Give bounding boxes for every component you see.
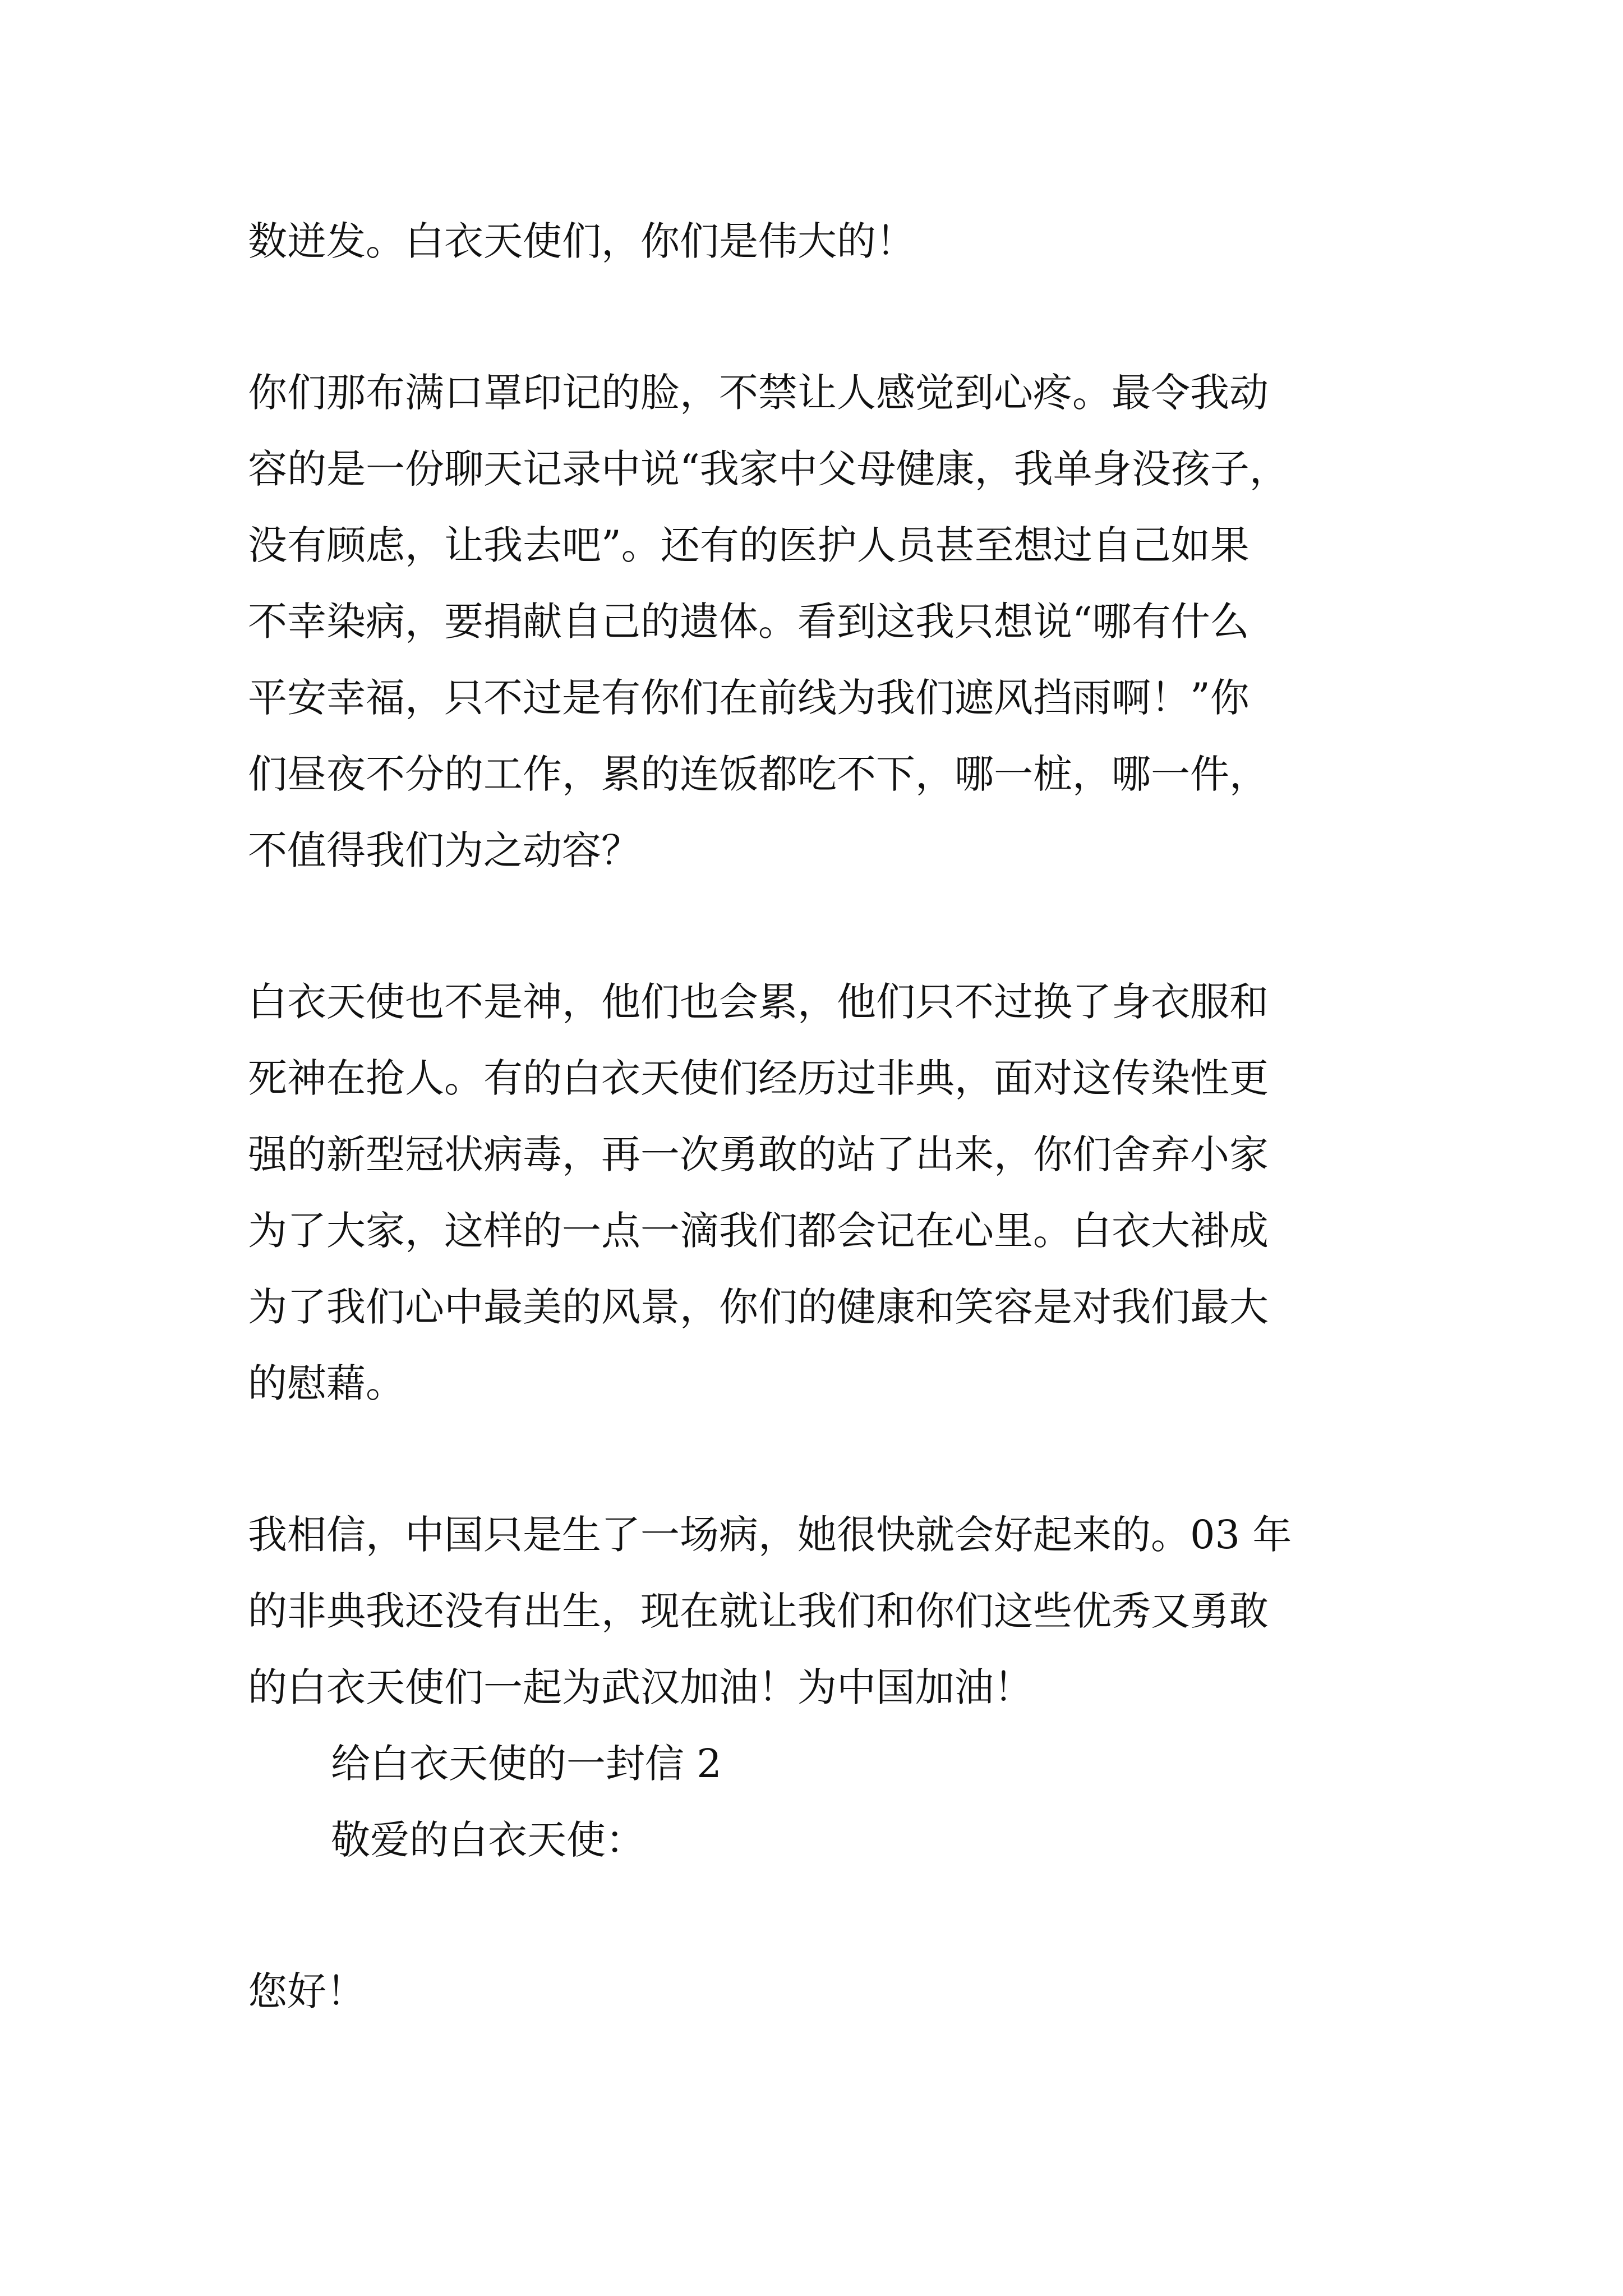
text-line: 的非典我还没有出生，现在就让我们和你们这些优秀又勇敢 <box>248 1588 1269 1634</box>
letter-title: 给白衣天使的一封信 2 <box>331 1741 722 1787</box>
text-line: 强的新型冠状病毒，再一次勇敢的站了出来，你们舍弃小家 <box>248 1131 1269 1177</box>
text-line: 为了大家，这样的一点一滴我们都会记在心里。白衣大褂成 <box>248 1208 1269 1254</box>
salutation: 敬爱的白衣天使： <box>331 1817 645 1863</box>
text-line: 我相信，中国只是生了一场病，她很快就会好起来的。03 年 <box>248 1512 1292 1558</box>
text-line: 们昼夜不分的工作，累的连饭都吃不下，哪一桩，哪一件， <box>248 751 1269 797</box>
text-line: 为了我们心中最美的风景，你们的健康和笑容是对我们最大 <box>248 1284 1269 1330</box>
text-line: 不值得我们为之动容？ <box>248 827 640 873</box>
text-line: 平安幸福，只不过是有你们在前线为我们遮风挡雨啊！”你 <box>248 675 1249 721</box>
text-line: 的白衣天使们一起为武汉加油！为中国加油！ <box>248 1664 1033 1710</box>
text-line: 容的是一份聊天记录中说“我家中父母健康，我单身没孩子， <box>248 446 1289 492</box>
text-line: 数迸发。白衣天使们，你们是伟大的！ <box>248 218 915 264</box>
greeting: 您好！ <box>248 1968 366 2014</box>
text-line: 你们那布满口罩印记的脸，不禁让人感觉到心疼。最令我动 <box>248 370 1269 416</box>
text-line: 白衣天使也不是神，他们也会累，他们只不过换了身衣服和 <box>248 979 1269 1025</box>
text-line: 不幸染病，要捐献自己的遗体。看到这我只想说“哪有什么 <box>248 599 1249 645</box>
text-line: 死神在抢人。有的白衣天使们经历过非典，面对这传染性更 <box>248 1055 1269 1101</box>
text-line: 的慰藉。 <box>248 1360 405 1406</box>
text-line: 没有顾虑，让我去吧”。还有的医护人员甚至想过自己如果 <box>248 522 1249 568</box>
